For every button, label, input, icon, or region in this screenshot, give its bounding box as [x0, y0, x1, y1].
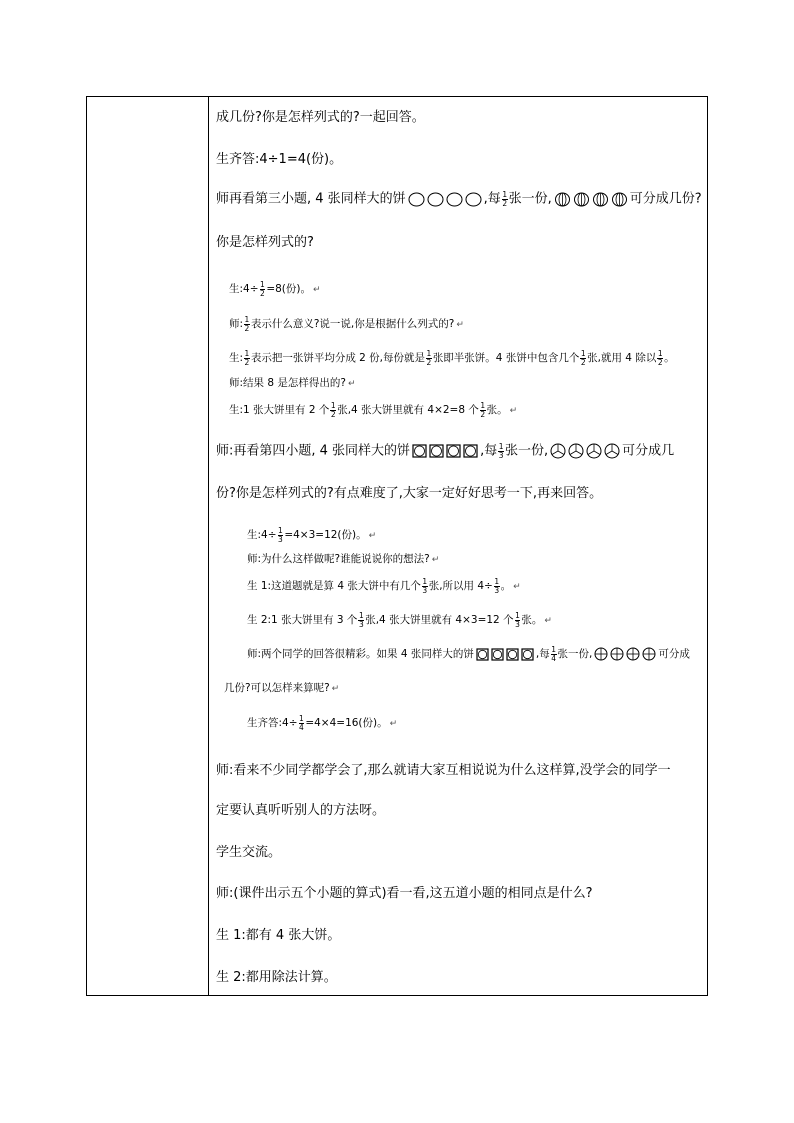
- column-divider: [208, 97, 209, 995]
- square-cake-icon: [491, 648, 504, 661]
- square-cake-icons: [476, 648, 534, 661]
- whole-cake-icon: [427, 192, 444, 207]
- text-line-23: 生 1:都有 4 张大饼。: [216, 928, 341, 943]
- fraction-one-half: $\frac{1}{2}$: [244, 315, 250, 333]
- text-line-13: 师:为什么这样做呢?谁能说说你的想法? ↵: [247, 553, 440, 565]
- text-line-1: 成几份?你是怎样列式的?一起回答。: [216, 110, 425, 125]
- text-line-4: 你是怎样列式的?: [216, 235, 314, 250]
- lesson-table: [86, 96, 708, 996]
- text-line-15: 生 2:1 张大饼里有 3 个 $\frac{1}{3}$ 张,4 张大饼里就有 4×3=12 个 $\frac{1}{3}$ 张。 ↵: [247, 611, 552, 629]
- quarter-cake-icon: [626, 647, 640, 661]
- square-cake-icon: [506, 648, 519, 661]
- text-line-16: 师:两个同学的回答很精彩。如果 4 张同样大的饼 ,每 $\frac{1}{4}$ 张一份, 可分成: [247, 645, 690, 663]
- text-line-24: 生 2:都用除法计算。: [216, 970, 337, 985]
- text-line-20: 定要认真听听别人的方法呀。: [216, 803, 386, 818]
- text-line-22: 师:(课件出示五个小题的算式)看一看,这五道小题的相同点是什么?: [216, 886, 593, 901]
- quarter-cake-icon: [594, 647, 608, 661]
- fraction-one-third: $\frac{1}{3}$: [498, 442, 504, 460]
- fraction-one-half: $\frac{1}{2}$: [502, 190, 508, 208]
- fraction-one-quarter: $\frac{1}{4}$: [551, 645, 557, 663]
- thirds-cake-icon: [568, 443, 584, 459]
- text-line-11: 份?你是怎样列式的?有点难度了,大家一定好好思考一下,再来回答。: [216, 486, 603, 501]
- text-line-3: 师再看第三小题, 4 张同样大的饼 ,每 $\frac{1}{2}$ 张一份, 可分成几份?: [216, 190, 702, 208]
- square-cake-icon: [476, 648, 489, 661]
- halved-cake-icon: [611, 192, 628, 207]
- halved-cake-icons: [554, 192, 628, 207]
- text-line-19: 师:看来不少同学都学会了,那么就请大家互相说说为什么这样算,没学会的同学一: [216, 763, 671, 778]
- square-cake-icon: [463, 444, 478, 458]
- square-cake-icon: [446, 444, 461, 458]
- quarter-cake-icons: [594, 647, 656, 661]
- text-line-8: 师:结果 8 是怎样得出的? ↵: [229, 377, 356, 389]
- text-line-2: 生齐答:4÷1=4(份)。: [216, 152, 343, 167]
- text-line-14: 生 1:这道题就是算 4 张大饼中有几个 $\frac{1}{3}$ 张,所以用 4÷ $\frac{1}{3}$ 。 ↵: [247, 577, 521, 595]
- whole-cake-icon: [446, 192, 463, 207]
- quarter-cake-icon: [642, 647, 656, 661]
- square-cake-icon: [429, 444, 444, 458]
- quarter-cake-icon: [610, 647, 624, 661]
- text-line-7: 生: $\frac{1}{2}$ 表示把一张饼平均分成 2 份,每份就是 $\frac{1}{2}$ 张即半张饼。4 张饼中包含几个 $\frac{1}{2}$ 张,就用 4 除以 $\frac{1}{2}$ 。: [229, 349, 675, 367]
- halved-cake-icon: [554, 192, 571, 207]
- square-cake-icons: [412, 444, 478, 458]
- whole-cake-icon: [465, 192, 482, 207]
- text-line-18: 生齐答:4÷ $\frac{1}{4}$ =4×4=16(份)。 ↵: [247, 714, 398, 732]
- text-line-17: 几份?可以怎样来算呢? ↵: [224, 682, 340, 694]
- text-line-10: 师:再看第四小题, 4 张同样大的饼 ,每 $\frac{1}{3}$ 张一份, 可分成几: [216, 442, 675, 460]
- thirds-cake-icon: [604, 443, 620, 459]
- text-line-21: 学生交流。: [216, 845, 282, 860]
- fraction-one-half: $\frac{1}{2}$: [260, 280, 265, 298]
- whole-cake-icons: [408, 192, 482, 207]
- thirds-cake-icons: [550, 443, 620, 459]
- square-cake-icon: [521, 648, 534, 661]
- text-line-12: 生:4÷ $\frac{1}{3}$ =4×3=12(份)。 ↵: [247, 526, 377, 544]
- text-line-5: 生:4÷ $\frac{1}{2}$ =8(份)。 ↵: [229, 280, 321, 298]
- thirds-cake-icon: [550, 443, 566, 459]
- halved-cake-icon: [573, 192, 590, 207]
- text-line-9: 生:1 张大饼里有 2 个 $\frac{1}{2}$ 张,4 张大饼里就有 4×2=8 个 $\frac{1}{2}$ 张。 ↵: [229, 401, 518, 419]
- thirds-cake-icon: [586, 443, 602, 459]
- square-cake-icon: [412, 444, 427, 458]
- text-line-6: 师: $\frac{1}{2}$ 表示什么意义?说一说,你是根据什么列式的? ↵: [229, 315, 464, 333]
- halved-cake-icon: [592, 192, 609, 207]
- whole-cake-icon: [408, 192, 425, 207]
